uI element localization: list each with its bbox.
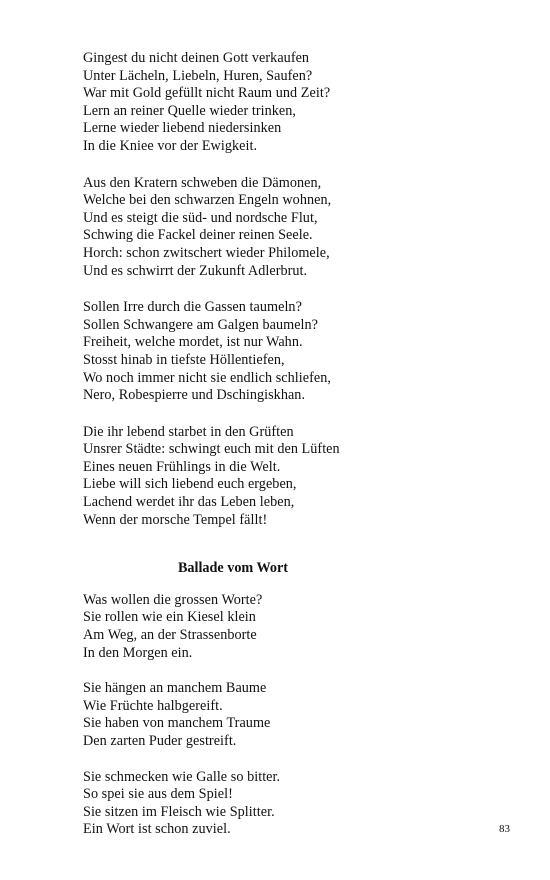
verse-line: Lerne wieder liebend niedersinken [83, 120, 282, 137]
stanza [83, 299, 383, 405]
verse-line: Am Weg, an der Strassenborte [83, 627, 257, 644]
verse-line: Sie rollen wie ein Kiesel klein [83, 609, 256, 626]
stanza [83, 680, 383, 750]
stanza [83, 424, 383, 530]
text-column [83, 50, 383, 857]
verse-line: Unsrer Städte: schwingt euch mit den Lüften [83, 441, 340, 458]
verse-line: Die ihr lebend starbet in den Grüften [83, 423, 294, 440]
verse-line: Unter Lächeln, Liebeln, Huren, Saufen? [83, 67, 313, 84]
verse-line: Welche bei den schwarzen Engeln wohnen, [83, 192, 332, 209]
verse-line: Aus den Kratern schweben die Dämonen, [83, 174, 322, 191]
verse-line: War mit Gold gefüllt nicht Raum und Zeit? [83, 85, 331, 102]
verse-line: Ein Wort ist schon zuviel. [83, 821, 231, 838]
verse-line: Freiheit, welche mordet, ist nur Wahn. [83, 334, 303, 351]
verse-line: In die Kniee vor der Ewigkeit. [83, 137, 258, 154]
verse-line: Wo noch immer nicht sie endlich schliefen, [83, 369, 331, 386]
verse-line: Und es steigt die süd- und nordsche Flut, [83, 209, 318, 226]
verse-line: Gingest du nicht deinen Gott verkaufen [83, 50, 310, 66]
verse-line: Schwing die Fackel deiner reinen Seele. [83, 227, 313, 244]
verse-line: Und es schwirrt der Zukunft Adlerbrut. [83, 262, 308, 279]
verse-line: Den zarten Puder gestreift. [83, 733, 237, 749]
poem-one [83, 50, 383, 529]
stanza [83, 50, 383, 156]
verse-line: Was wollen die grossen Worte? [83, 591, 263, 608]
verse-line: Sie sitzen im Fleisch wie Splitter. [83, 803, 275, 820]
verse-line: Lern an reiner Quelle wieder trinken, [83, 102, 296, 119]
page-number: 83 [499, 823, 510, 835]
stanza [83, 175, 383, 281]
verse-line: Wenn der morsche Tempel fällt! [83, 511, 268, 528]
stanza [83, 769, 383, 839]
verse-line: Stosst hinab in tiefste Höllentiefen, [83, 351, 285, 368]
verse-line: So spei sie aus dem Spiel! [83, 786, 233, 803]
verse-line: Sie hängen an manchem Baume [83, 680, 267, 697]
poem-title: Ballade vom Wort [177, 560, 289, 577]
verse-line: Horch: schon zwitschert wieder Philomele, [83, 244, 330, 261]
verse-line: Liebe will sich liebend euch ergeben, [83, 476, 297, 493]
poem-two [83, 592, 383, 839]
verse-line: In den Morgen ein. [83, 644, 193, 661]
verse-line: Sollen Irre durch die Gassen taumeln? [83, 299, 302, 316]
verse-line: Wie Früchte halbgereift. [83, 697, 223, 714]
verse-line: Nero, Robespierre und Dschingiskhan. [83, 387, 306, 404]
verse-line: Sie schmecken wie Galle so bitter. [83, 768, 281, 785]
verse-line: Lachend werdet ihr das Leben leben, [83, 494, 295, 511]
stanza [83, 592, 383, 662]
verse-line: Sie haben von manchem Traume [83, 715, 271, 732]
verse-line: Eines neuen Frühlings in die Welt. [83, 458, 281, 475]
verse-line: Sollen Schwangere am Galgen baumeln? [83, 316, 319, 333]
